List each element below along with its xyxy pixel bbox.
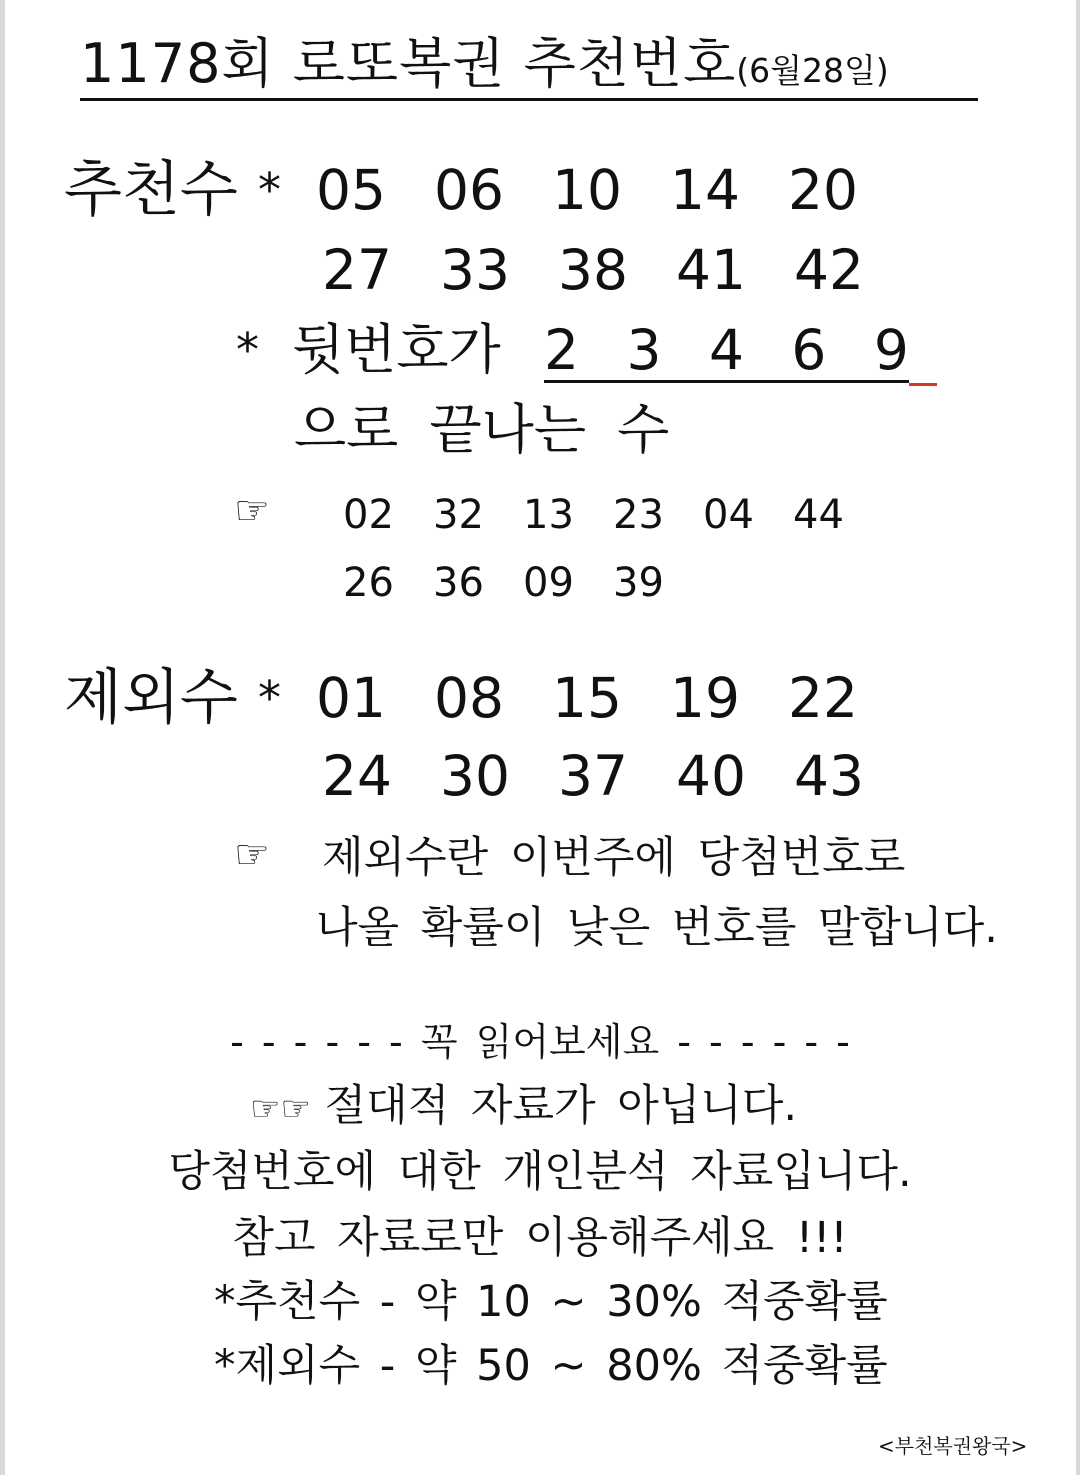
number-cell: 05 xyxy=(316,158,386,222)
ending-star: * xyxy=(236,323,259,377)
recommend-row-2 xyxy=(322,240,912,300)
number-cell: 19 xyxy=(670,666,740,730)
number-cell: 20 xyxy=(788,158,858,222)
exclude-star: * xyxy=(258,671,281,725)
number-cell: 06 xyxy=(434,158,504,222)
number-cell: 27 xyxy=(322,238,392,302)
number-cell: 08 xyxy=(434,666,504,730)
number-cell: 44 xyxy=(793,492,844,538)
notice-line-2: 당첨번호에 대한 개인분석 자료입니다. xyxy=(168,1147,912,1197)
pointing-hands-icon: ☞☞ xyxy=(250,1089,311,1129)
number-cell: 41 xyxy=(676,238,746,302)
number-cell: 43 xyxy=(794,744,864,808)
ending-row-1 xyxy=(343,490,883,540)
number-cell: 10 xyxy=(552,158,622,222)
recommend-label: 추천수 xyxy=(64,155,238,225)
exclude-row-2 xyxy=(322,746,912,806)
notice-header: - - - - - - 꼭 읽어보세요 - - - - - - xyxy=(230,1020,850,1064)
notice-line-3: 참고 자료로만 이용해주세요 !!! xyxy=(232,1213,848,1263)
ending-prefix: 뒷번호가 xyxy=(292,318,501,381)
number-cell: 09 xyxy=(523,560,574,606)
number-cell: 38 xyxy=(558,238,628,302)
pointing-hand-icon: ☞ xyxy=(234,488,270,534)
recommend-row-1 xyxy=(316,160,906,220)
ending-row-2 xyxy=(343,558,703,608)
number-cell: 32 xyxy=(433,492,484,538)
ending-digits-wrap xyxy=(544,320,937,383)
ending-suffix: 으로 끝나는 수 xyxy=(294,398,670,461)
number-cell: 37 xyxy=(558,744,628,808)
exclude-row-1 xyxy=(316,668,906,728)
number-cell: 23 xyxy=(613,492,664,538)
pointing-hand-icon: ☞ xyxy=(234,832,270,878)
number-cell: 14 xyxy=(670,158,740,222)
number-cell: 42 xyxy=(794,238,864,302)
notice-line-1-wrap xyxy=(250,1078,797,1137)
footer-signature: <부천복권왕국> xyxy=(878,1434,1028,1458)
number-cell: 02 xyxy=(343,492,394,538)
number-cell: 40 xyxy=(676,744,746,808)
recommend-star: * xyxy=(258,163,281,217)
exclude-label: 제외수 xyxy=(64,663,238,733)
notice-line-5: *제외수 - 약 50 ~ 80% 적중확률 xyxy=(214,1341,888,1391)
number-cell: 24 xyxy=(322,744,392,808)
number-cell: 26 xyxy=(343,560,394,606)
number-cell: 15 xyxy=(552,666,622,730)
number-cell: 30 xyxy=(440,744,510,808)
exclude-note-line-1: 제외수란 이번주에 당첨번호로 xyxy=(322,833,906,883)
number-cell: 33 xyxy=(440,238,510,302)
red-underline-mark xyxy=(909,383,937,386)
notice-line-1: 절대적 자료가 아닙니다. xyxy=(324,1081,798,1131)
number-cell: 13 xyxy=(523,492,574,538)
number-cell: 22 xyxy=(788,666,858,730)
exclude-note-line-2: 나올 확률이 낮은 번호를 말합니다. xyxy=(316,903,998,953)
number-cell: 36 xyxy=(433,560,484,606)
title-date: (6월28일) xyxy=(736,51,889,90)
ending-digits: 2 3 4 6 9 xyxy=(544,318,909,382)
number-cell: 01 xyxy=(316,666,386,730)
title-main: 1178회 로또복권 추천번호 xyxy=(80,32,737,95)
number-cell: 39 xyxy=(613,560,664,606)
notice-line-4: *추천수 - 약 10 ~ 30% 적중확률 xyxy=(214,1277,888,1327)
page-title xyxy=(80,30,978,101)
number-cell: 04 xyxy=(703,492,754,538)
